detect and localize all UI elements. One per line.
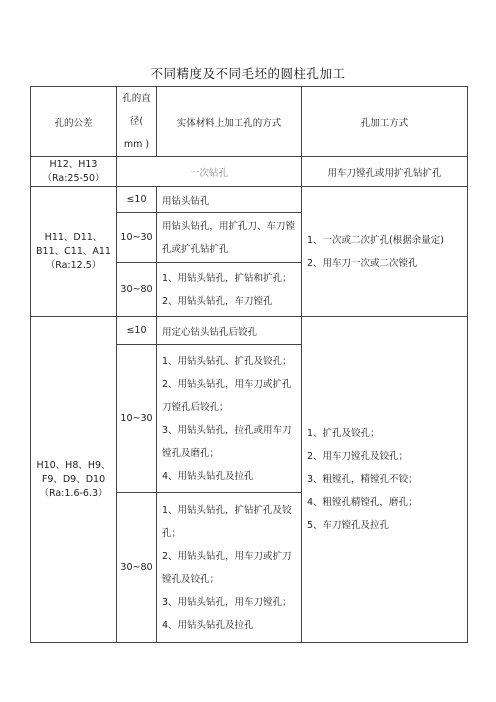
- diameter-cell: 30~80: [117, 263, 157, 317]
- machining-table: [30, 86, 468, 643]
- solid-method-cell: 用钻头钻孔: [157, 187, 302, 213]
- solid-method-cell: 用定心钻头钻孔后铰孔: [157, 317, 302, 345]
- solid-method-cell: 1、用钻头钻孔，扩钻扩孔及铰 孔； 2、用钻头钻孔，用车刀或扩刀 镗孔及铰孔； 3、用钻头钻孔，用车刀镗孔； 4、用钻头钻孔及拉孔: [157, 493, 302, 643]
- hole-method-cell: 1、扩孔及铰孔； 2、用车刀镗孔及铰孔； 3、粗镗孔，精镗孔不铰； 4、粗镗孔精镗孔，磨孔； 5、车刀镗孔及拉孔: [302, 317, 468, 643]
- solid-method-cell: 1、用钻头钻孔，扩钻和扩孔； 2、用钻头钻孔，车刀镗孔: [157, 263, 302, 317]
- tolerance-cell: H10、H8、H9、 F9、D9、D10 （Ra:1.6-6.3）: [31, 317, 117, 643]
- header-tolerance: 孔的公差: [31, 87, 117, 157]
- tolerance-cell: H11、D11、 B11、C11、A11 （Ra:12.5）: [31, 187, 117, 317]
- diameter-cell: ≤10: [117, 317, 157, 345]
- table-row: [31, 317, 468, 345]
- header-hole-method: 孔加工方式: [302, 87, 468, 157]
- tolerance-cell: H12、H13 （Ra:25-50）: [31, 157, 117, 187]
- solid-method-cell: 一次钻孔: [117, 157, 302, 187]
- table-row: [31, 187, 468, 213]
- hole-method-cell: 用车刀镗孔或用扩孔钻扩孔: [302, 157, 468, 187]
- page-title: 不同精度及不同毛坯的圆柱孔加工: [150, 66, 346, 81]
- diameter-cell: 10~30: [117, 345, 157, 493]
- diameter-cell: 10~30: [117, 213, 157, 263]
- table-row: [31, 157, 468, 187]
- table-header-row: [31, 87, 468, 157]
- solid-method-cell: 1、用钻头钻孔、扩孔及铰孔； 2、用钻头钻孔，用车刀或扩孔 刀镗孔后铰孔； 3、用钻头钻孔，拉孔或用车刀 镗孔及磨孔； 4、用钻头钻孔及拉孔: [157, 345, 302, 493]
- solid-method-cell: 用钻头钻孔，用扩孔刀、车刀镗 孔或扩孔钻扩孔: [157, 213, 302, 263]
- hole-method-cell: 1、一次或二次扩孔(根据余量定) 2、用车刀一次或二次镗孔: [302, 187, 468, 317]
- header-diameter: 孔的直 径( mm ): [117, 87, 157, 157]
- diameter-cell: 30~80: [117, 493, 157, 643]
- header-solid-method: 实体材料上加工孔的方式: [157, 87, 302, 157]
- diameter-cell: ≤10: [117, 187, 157, 213]
